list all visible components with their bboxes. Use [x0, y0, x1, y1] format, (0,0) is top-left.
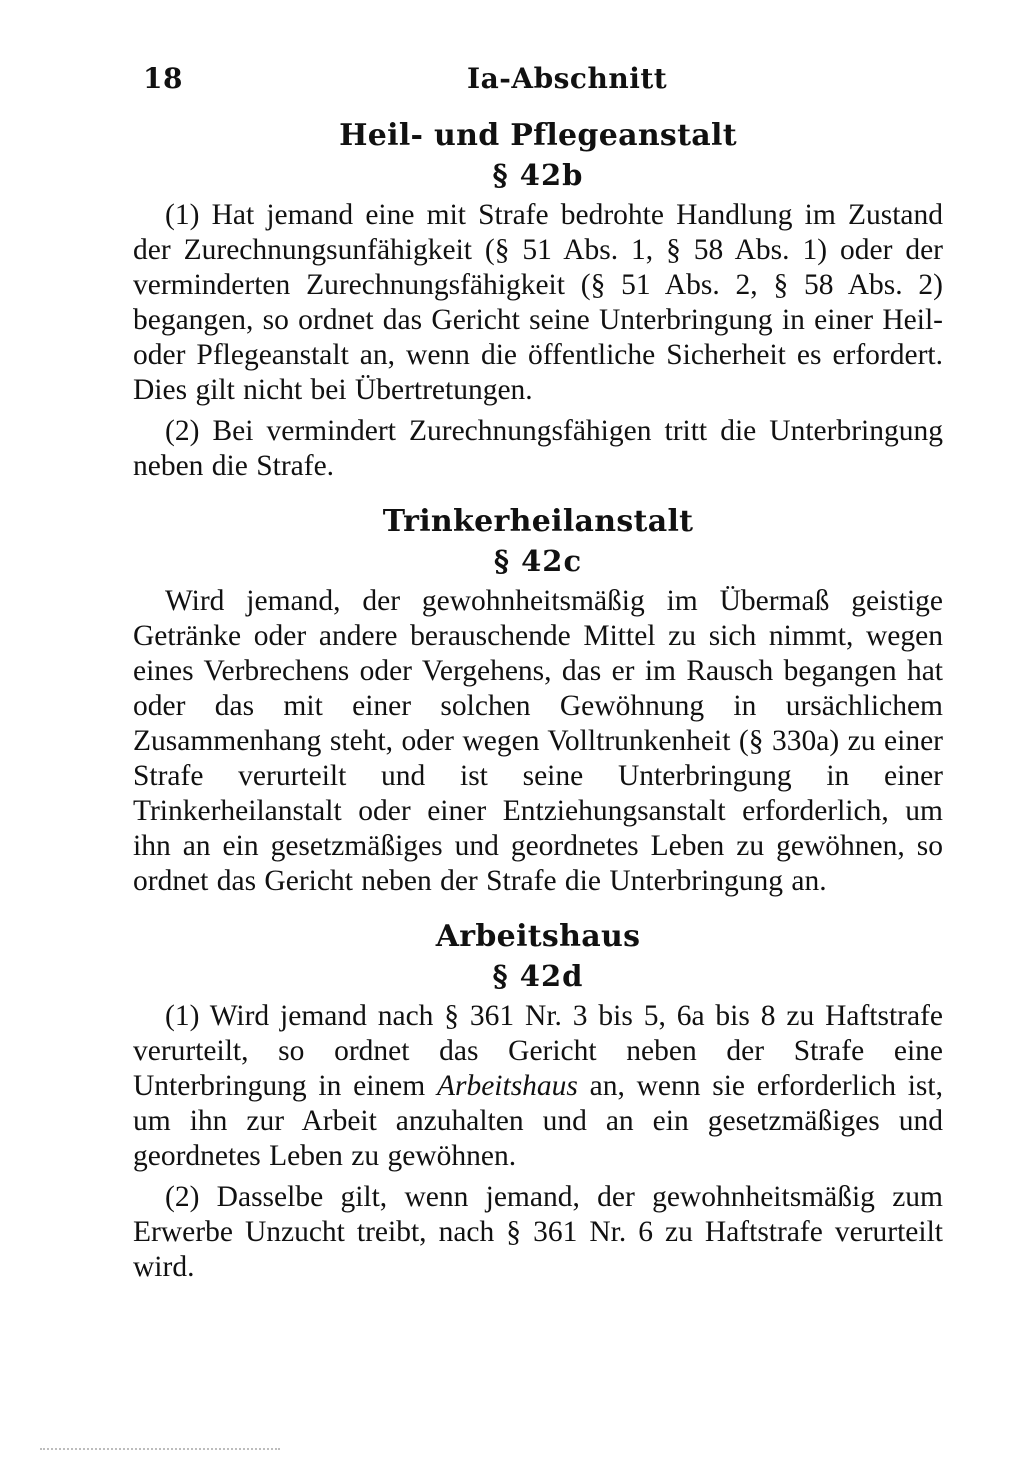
- paragraph-text-part: (1) Wird jemand nach § 361 Nr. 3 bis 5, 6a bis 8 zu Haftstrafe verurteilt, so ordnet das Gericht neben der Strafe eine Unterbringung in einem: [133, 1000, 943, 1102]
- footer-rule: [40, 1448, 280, 1452]
- paragraph-number: § 42b: [492, 158, 584, 192]
- paragraph-text: Wird jemand, der gewohnheitsmäßig im Übermaß geistige Getränke oder andere berauschende Mittel zu sich nimmt, wegen eines Verbrechens oder Vergehens, das er im Rausch begangen hat oder das mit einer solchen Gewöhnung in ursächlichem Zusammenhang steht, oder wegen Volltrunkenheit (§ 330a) zu einer Strafe verurteilt und ist seine Unterbringung in einer Trinkerheilanstalt oder einer Entziehungsanstalt erforderlich, um ihn an ein gesetzmäßiges und geordnetes Leben zu gewöhnen, so ordnet das Gericht neben der Strafe die Unterbringung an.: [133, 585, 943, 897]
- emphasized-term: Arbeitshaus: [436, 1070, 578, 1102]
- paragraph-text: [133, 999, 943, 1174]
- page-number: 18: [143, 62, 183, 95]
- paragraph-text: (1) Hat jemand eine mit Strafe bedrohte Handlung im Zustand der Zurechnungsunfähigkeit (§ 51 Abs. 1, § 58 Abs. 1) oder der verminderten Zurechnungsfähigkeit (§ 51 Abs. 2, § 58 Abs. 2) begangen, so ordnet das Gericht seine Unterbringung in einer Heil- oder Pflegeanstalt an, wenn die öffentliche Sicherheit es erfordert. Dies gilt nicht bei Übertretungen.: [133, 199, 943, 406]
- paragraph-text-part: an, wenn sie erforderlich ist, um ihn zur Arbeit anzuhalten und an ein gesetzmäßiges und geordnetes Leben zu gewöhnen.: [133, 1070, 943, 1172]
- paragraph-text: (2) Bei vermindert Zurechnungsfähigen tritt die Unterbringung neben die Strafe.: [133, 415, 943, 482]
- section-42c: [133, 502, 943, 899]
- running-head: [133, 62, 943, 106]
- paragraph-number: § 42d: [492, 959, 584, 993]
- paragraph-text: (2) Dasselbe gilt, wenn jemand, der gewohnheitsmäßig zum Erwerbe Unzucht treibt, nach § 361 Nr. 6 zu Haftstrafe verurteilt wird.: [133, 1181, 943, 1283]
- section-title: Trinkerheilanstalt: [382, 504, 694, 539]
- section-title: Arbeitshaus: [435, 919, 641, 954]
- section-title: Heil- und Pflegeanstalt: [339, 118, 737, 153]
- document-page: [133, 62, 943, 1291]
- section-42d: [133, 917, 943, 1285]
- paragraph-number: § 42c: [493, 544, 583, 578]
- running-title: Ia-Abschnitt: [467, 62, 668, 95]
- section-42b: [133, 116, 943, 484]
